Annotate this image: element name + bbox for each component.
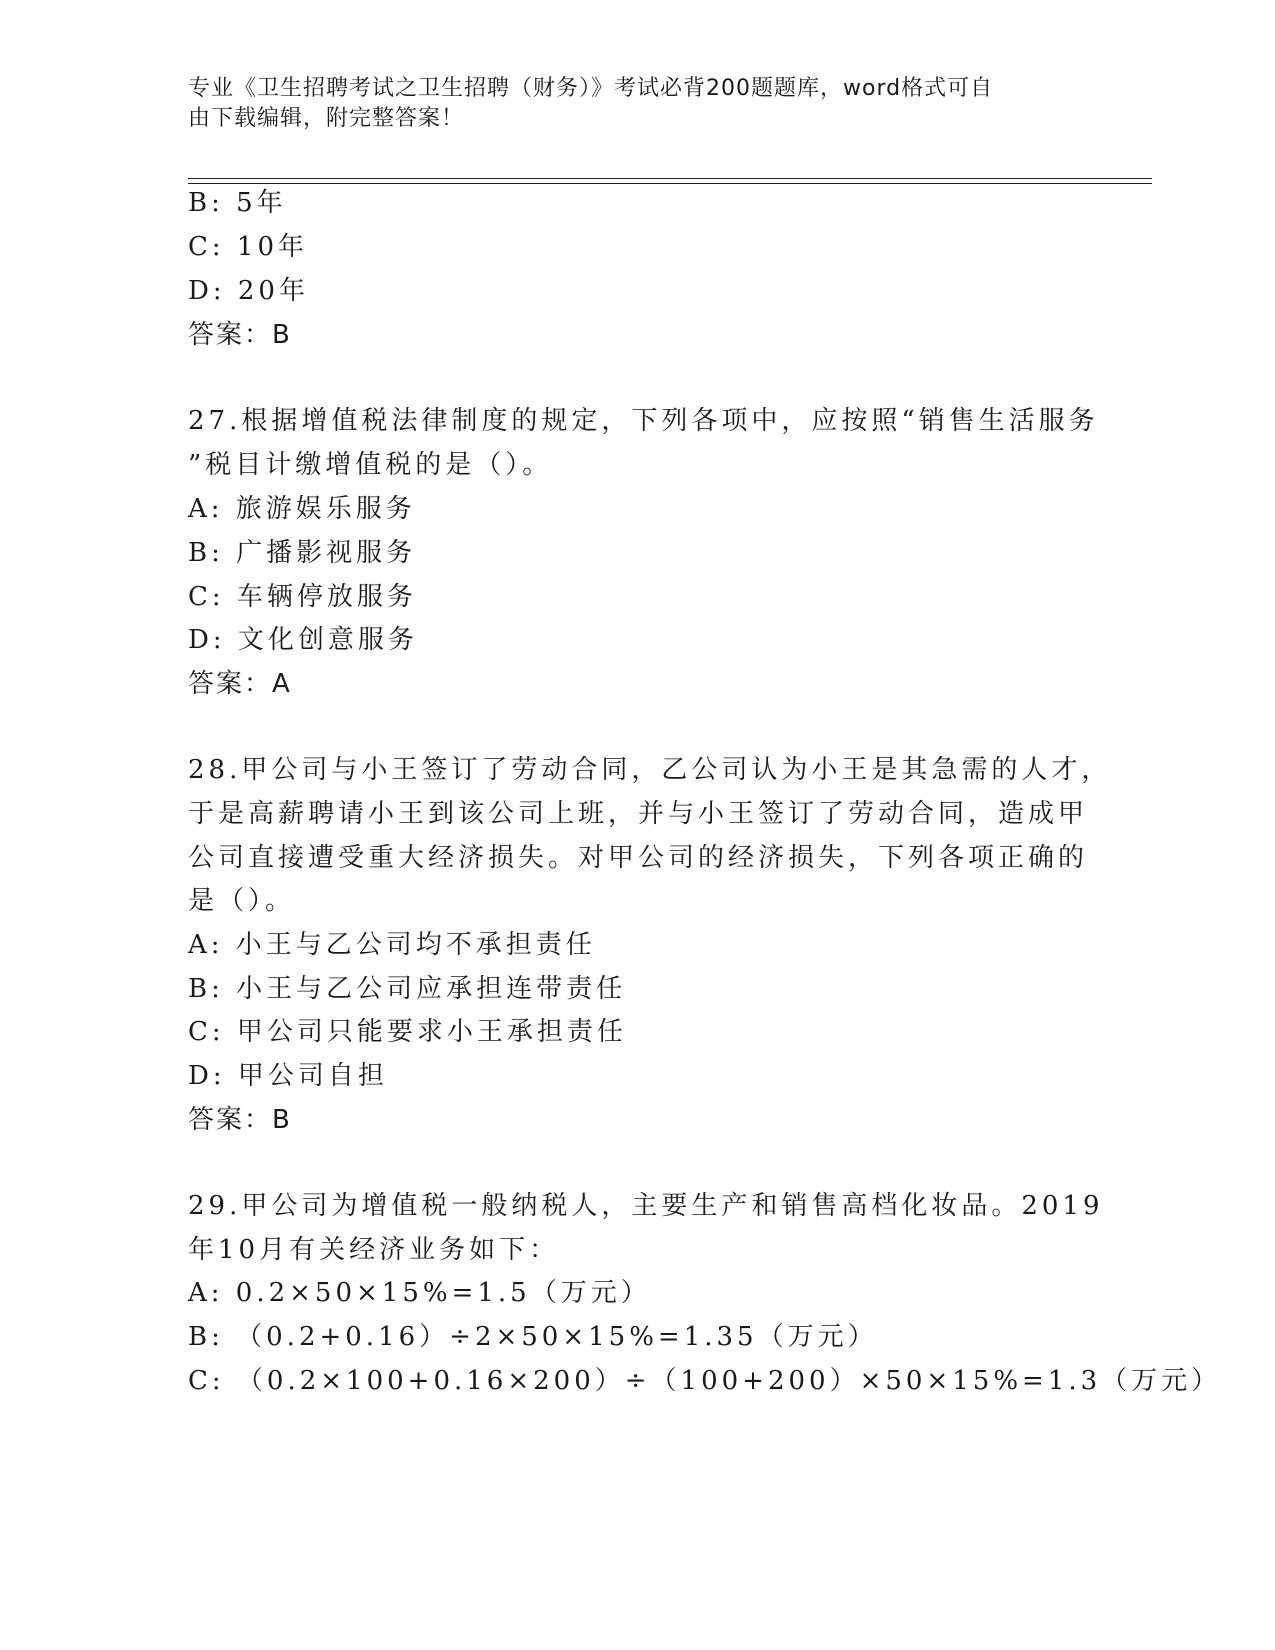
q27-option-d: D: 文化创意服务 <box>188 625 418 655</box>
q27-stem-line-2: ”税目计缴增值税的是（）。 <box>188 450 553 480</box>
q26-answer: 答案：B <box>188 320 292 350</box>
q29-option-b: B: （0.2+0.16）÷2×50×15%=1.35（万元） <box>188 1322 878 1352</box>
q28-stem-line-2: 于是高薪聘请小王到该公司上班，并与小王签订了劳动合同，造成甲 <box>188 799 1089 829</box>
header-divider-bottom <box>188 183 1152 184</box>
q28-option-b: B: 小王与乙公司应承担连带责任 <box>188 974 627 1004</box>
q27-answer: 答案：A <box>188 669 292 699</box>
header-divider-top <box>188 178 1152 179</box>
q28-option-c: C: 甲公司只能要求小王承担责任 <box>188 1017 627 1047</box>
q29-option-c: C: （0.2×100+0.16×200）÷（100+200）×50×15%=1.3（万元） <box>188 1366 1222 1396</box>
q27-option-c: C: 车辆停放服务 <box>188 582 417 612</box>
q29-stem-line-1: 29.甲公司为增值税一般纳税人，主要生产和销售高档化妆品。2019 <box>188 1191 1104 1221</box>
q27-stem-line-1: 27.根据增值税法律制度的规定，下列各项中，应按照“销售生活服务 <box>188 406 1099 436</box>
q28-option-a: A: 小王与乙公司均不承担责任 <box>188 930 596 960</box>
q26-option-d: D: 20年 <box>188 276 309 306</box>
q28-stem-line-1: 28.甲公司与小王签订了劳动合同，乙公司认为小王是其急需的人才， <box>188 755 1112 785</box>
q27-option-b: B: 广播影视服务 <box>188 538 417 568</box>
q28-answer: 答案：B <box>188 1105 292 1135</box>
q29-option-a: A: 0.2×50×15%=1.5（万元） <box>188 1278 651 1308</box>
q28-option-d: D: 甲公司自担 <box>188 1061 388 1091</box>
document-header <box>188 74 1068 134</box>
header-line-1: 专业《卫生招聘考试之卫生招聘（财务）》考试必背200题题库，word格式可自 <box>188 76 994 101</box>
q28-stem-line-4: 是（）。 <box>188 886 296 916</box>
q26-option-c: C: 10年 <box>188 232 309 262</box>
q27-option-a: A: 旅游娱乐服务 <box>188 494 416 524</box>
q28-stem-line-3: 公司直接遭受重大经济损失。对甲公司的经济损失，下列各项正确的 <box>188 843 1089 873</box>
q29-stem-line-2: 年10月有关经济业务如下： <box>188 1235 560 1265</box>
q26-option-b: B: 5年 <box>188 188 287 218</box>
header-line-2: 由下载编辑，附完整答案！ <box>188 106 465 131</box>
